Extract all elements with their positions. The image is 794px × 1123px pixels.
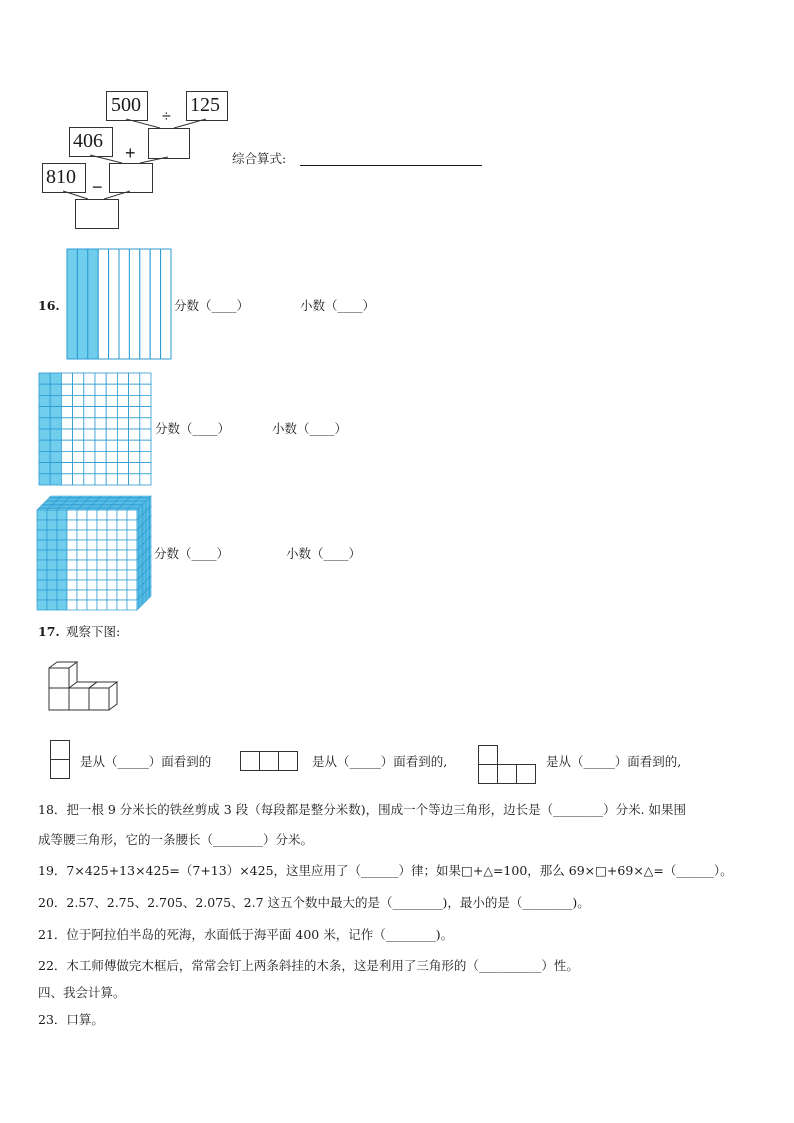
grid-cell (106, 440, 117, 451)
cube-top-cell (90, 496, 101, 497)
fraction-blank-1[interactable]: 分数（____） (174, 298, 250, 313)
cube-front-cell (127, 590, 137, 600)
question-17-title: 观察下图: (66, 624, 121, 639)
cube-front-cell (67, 510, 77, 520)
cube-front-cell (37, 520, 47, 530)
cube-front-cell (127, 570, 137, 580)
grid-cell (73, 373, 84, 384)
cube-front-cell (37, 590, 47, 600)
cube-front-cell (67, 600, 77, 610)
grid-cell (95, 429, 106, 440)
grid-figure (38, 372, 152, 486)
grid-cell (129, 451, 140, 462)
question-17-number: 17. (38, 624, 60, 639)
grid-cell (117, 418, 128, 429)
grid-cell (50, 463, 61, 474)
cube-front-cell (127, 600, 137, 610)
cube-front-cell (57, 600, 67, 610)
cube-front-cell (87, 550, 97, 560)
strip-cell (161, 249, 171, 359)
cube-front-cell (97, 580, 107, 590)
grid-cell (117, 474, 128, 485)
view-1-figure (50, 740, 72, 782)
grid-cell (73, 384, 84, 395)
cube-front-cell (47, 590, 57, 600)
cube-front-cell (47, 520, 57, 530)
cube-side-cell (150, 536, 151, 547)
strip-cell (98, 249, 108, 359)
cube-front-cell (77, 600, 87, 610)
cube-front-cell (97, 570, 107, 580)
grid-cell (129, 440, 140, 451)
grid-cell (39, 463, 50, 474)
grid-cell (73, 395, 84, 406)
grid-cell (84, 440, 95, 451)
cube-front-cell (117, 540, 127, 550)
grid-cell (61, 373, 72, 384)
cube-front-cell (107, 540, 117, 550)
cube-front-cell (107, 580, 117, 590)
grid-cell (95, 463, 106, 474)
grid-cell (95, 474, 106, 485)
grid-cell (140, 474, 151, 485)
cube-front-cell (57, 570, 67, 580)
cube-front-cell (37, 510, 47, 520)
cube-front-cell (37, 580, 47, 590)
cube-front-cell (57, 540, 67, 550)
cube-side-cell (150, 506, 151, 517)
divide-sign: ÷ (162, 108, 171, 125)
strip-cell (67, 249, 77, 359)
grid-cell (140, 429, 151, 440)
grid-cell (39, 418, 50, 429)
section-4-title: 四、我会计算。 (38, 985, 126, 1000)
view-1-answer[interactable]: 是从（_____）面看到的 (80, 754, 212, 769)
cube-top-cell (70, 496, 81, 497)
strip-cell (129, 249, 139, 359)
cube-front-cell (117, 510, 127, 520)
cube-top-cell (140, 496, 151, 497)
grid-cell (84, 418, 95, 429)
grid-cell (140, 451, 151, 462)
number-125: 125 (190, 94, 220, 116)
cube-front-cell (117, 580, 127, 590)
grid-cell (129, 395, 140, 406)
grid-cell (39, 474, 50, 485)
cube-front-cell (107, 520, 117, 530)
cube-front-cell (107, 590, 117, 600)
grid-cell (95, 440, 106, 451)
cube-side-cell (150, 556, 151, 567)
grid-cell (117, 384, 128, 395)
cube-front-cell (47, 540, 57, 550)
grid-cell (117, 373, 128, 384)
grid-cell (140, 440, 151, 451)
grid-cell (117, 463, 128, 474)
grid-cell (106, 429, 117, 440)
cube-front-cell (67, 540, 77, 550)
cube-front-cell (67, 590, 77, 600)
cube-stack-figure (44, 660, 134, 720)
grid-cell (73, 440, 84, 451)
cube-side-cell (150, 576, 151, 587)
grid-cell (106, 474, 117, 485)
grid-cell (39, 395, 50, 406)
cube-front-cell (87, 580, 97, 590)
grid-cell (106, 407, 117, 418)
cube-front-cell (117, 530, 127, 540)
question-23: 23．口算。 (38, 1012, 104, 1027)
cube-front-cell (37, 600, 47, 610)
grid-cell (50, 429, 61, 440)
grid-cell (129, 474, 140, 485)
grid-cell (50, 418, 61, 429)
strip-cell (88, 249, 98, 359)
number-810: 810 (46, 166, 76, 188)
cube-front-cell (117, 550, 127, 560)
grid-cell (140, 463, 151, 474)
cube-front-cell (127, 530, 137, 540)
question-16-number: 16. (38, 298, 60, 313)
question-20: 20．2.57、2.75、2.705、2.075、2.7 这五个数中最大的是（________)，最小的是（________)。 (38, 895, 590, 910)
cube-front-cell (37, 540, 47, 550)
cube-front-cell (67, 570, 77, 580)
grid-cell (50, 474, 61, 485)
cube-front-cell (87, 600, 97, 610)
number-406: 406 (73, 130, 103, 152)
cube-front-cell (77, 590, 87, 600)
grid-cell (129, 407, 140, 418)
grid-cell (140, 373, 151, 384)
cube-front-cell (87, 520, 97, 530)
strip-cell (77, 249, 87, 359)
grid-cell (39, 384, 50, 395)
cube-top-cell (130, 496, 141, 497)
grid-cell (50, 373, 61, 384)
grid-cell (117, 429, 128, 440)
cube-front-cell (77, 560, 87, 570)
grid-cell (73, 463, 84, 474)
cube-front-cell (47, 530, 57, 540)
grid-cell (50, 395, 61, 406)
cube-front-cell (57, 530, 67, 540)
fraction-blank-2[interactable]: 分数（____） (155, 421, 231, 436)
plus-sign: + (125, 143, 136, 163)
cube-front-cell (117, 560, 127, 570)
grid-cell (95, 451, 106, 462)
cube-front-cell (37, 560, 47, 570)
grid-cell (50, 384, 61, 395)
grid-cell (50, 407, 61, 418)
grid-cell (106, 384, 117, 395)
strip-cell (109, 249, 119, 359)
cube-side-cell (150, 586, 151, 597)
cube-top-cell (110, 496, 121, 497)
cube-front-cell (127, 510, 137, 520)
cube-front-cell (87, 540, 97, 550)
cube-front-cell (117, 570, 127, 580)
decimal-blank-1[interactable]: 小数（____） (300, 298, 376, 313)
grid-cell (73, 418, 84, 429)
grid-cell (95, 407, 106, 418)
grid-cell (129, 384, 140, 395)
cube-front-cell (87, 530, 97, 540)
grid-cell (61, 407, 72, 418)
grid-cell (117, 451, 128, 462)
combined-expression-blank[interactable] (300, 151, 482, 166)
cube-front-cell (77, 580, 87, 590)
cube-front-cell (77, 570, 87, 580)
view-2-figure (240, 751, 302, 775)
cube-front-cell (107, 510, 117, 520)
cube-front-cell (107, 550, 117, 560)
cube-front-cell (57, 510, 67, 520)
cube-front-cell (97, 530, 107, 540)
cube-front-cell (47, 580, 57, 590)
grid-cell (73, 474, 84, 485)
cube-top-cell (80, 496, 91, 497)
cube-front-cell (57, 550, 67, 560)
grid-cell (106, 463, 117, 474)
grid-cell (39, 429, 50, 440)
cube-front-cell (97, 510, 107, 520)
cube-front-cell (127, 540, 137, 550)
cube-front-cell (87, 510, 97, 520)
grid-cell (140, 384, 151, 395)
view-3-figure (478, 745, 540, 787)
cube-front-cell (77, 530, 87, 540)
grid-cell (129, 418, 140, 429)
cube-side-cell (150, 546, 151, 557)
view-3-answer[interactable]: 是从（_____）面看到的, (546, 754, 682, 769)
cube-top-cell (120, 496, 131, 497)
cube-front-cell (77, 510, 87, 520)
cube-front-cell (47, 510, 57, 520)
grid-cell (61, 440, 72, 451)
grid-cell (95, 384, 106, 395)
question-21: 21．位于阿拉伯半岛的死海，水面低于海平面 400 米，记作（________)。 (38, 927, 454, 942)
cube-front-cell (127, 560, 137, 570)
cube-front-cell (97, 520, 107, 530)
decimal-blank-2[interactable]: 小数（____） (272, 421, 348, 436)
grid-cell (84, 373, 95, 384)
cube-front-cell (57, 590, 67, 600)
grid-cell (84, 407, 95, 418)
cube-front-cell (97, 540, 107, 550)
question-22: 22．木工师傅做完木框后，常常会钉上两条斜挂的木条，这是利用了三角形的（__________）性。 (38, 958, 579, 973)
grid-cell (140, 395, 151, 406)
grid-cell (61, 474, 72, 485)
cube-front-cell (57, 520, 67, 530)
cube-front-cell (37, 530, 47, 540)
cube-front-cell (77, 540, 87, 550)
grid-cell (84, 463, 95, 474)
grid-cell (106, 451, 117, 462)
grid-cell (61, 418, 72, 429)
strip-cell (119, 249, 129, 359)
cube-top-cell (50, 496, 61, 497)
question-19: 19．7×425+13×425=（7+13）×425，这里应用了（______）律；如果□+△=100，那么 69×□+69×△=（______）。 (38, 863, 733, 878)
grid-cell (95, 395, 106, 406)
grid-cell (61, 451, 72, 462)
cube-front-cell (107, 570, 117, 580)
cube-front-cell (67, 520, 77, 530)
grid-cell (95, 418, 106, 429)
cube-front-cell (77, 520, 87, 530)
combined-expression-label: 综合算式: (232, 151, 287, 166)
decimal-blank-3[interactable]: 小数（____） (286, 546, 362, 561)
strip-cell (150, 249, 160, 359)
cube-front-cell (47, 570, 57, 580)
cube-front-cell (57, 580, 67, 590)
grid-cell (50, 451, 61, 462)
cube-front-cell (47, 550, 57, 560)
cube-front-cell (67, 550, 77, 560)
cube-front-cell (57, 560, 67, 570)
grid-cell (84, 395, 95, 406)
grid-cell (39, 373, 50, 384)
cube-front-cell (127, 550, 137, 560)
cube-front-cell (47, 560, 57, 570)
cube-front-cell (127, 580, 137, 590)
grid-cell (73, 451, 84, 462)
grid-cell (84, 429, 95, 440)
question-18-line-1: 18．把一根 9 分米长的铁丝剪成 3 段（每段都是整分米数)，围成一个等边三角形，边长是（________）分米. 如果围 (38, 802, 687, 817)
cube-side-cell (150, 526, 151, 537)
cube-side-cell (150, 566, 151, 577)
grid-cell (50, 440, 61, 451)
cube-side-cell (150, 496, 151, 507)
cube-front-cell (97, 590, 107, 600)
grid-cell (140, 407, 151, 418)
grid-cell (140, 418, 151, 429)
grid-cell (61, 463, 72, 474)
question-18-line-2: 成等腰三角形，它的一条腰长（________）分米。 (38, 832, 314, 847)
grid-cell (84, 474, 95, 485)
grid-cell (73, 429, 84, 440)
cube-front-cell (97, 550, 107, 560)
cube-front-cell (67, 580, 77, 590)
cube-front-cell (87, 590, 97, 600)
grid-cell (39, 451, 50, 462)
cube-front-cell (107, 600, 117, 610)
grid-cell (61, 395, 72, 406)
cube-side-cell (150, 516, 151, 527)
cube-front-cell (107, 560, 117, 570)
grid-cell (61, 429, 72, 440)
cube-front-cell (87, 560, 97, 570)
grid-cell (84, 451, 95, 462)
cube-top-cell (100, 496, 111, 497)
cube-front-cell (117, 600, 127, 610)
grid-cell (106, 395, 117, 406)
cube-front-cell (127, 520, 137, 530)
cube-front-cell (97, 560, 107, 570)
grid-cell (117, 440, 128, 451)
view-2-answer[interactable]: 是从（_____）面看到的, (312, 754, 448, 769)
cube-front-cell (37, 550, 47, 560)
cube-front-cell (67, 560, 77, 570)
grid-cell (106, 373, 117, 384)
grid-cell (39, 440, 50, 451)
fraction-blank-3[interactable]: 分数（____） (154, 546, 230, 561)
cube-front-cell (117, 590, 127, 600)
cube-front-cell (107, 530, 117, 540)
cube-front-cell (37, 570, 47, 580)
grid-cell (117, 407, 128, 418)
number-500: 500 (111, 94, 141, 116)
grid-cell (129, 463, 140, 474)
grid-cell (129, 373, 140, 384)
grid-cell (39, 407, 50, 418)
cube-front-cell (87, 570, 97, 580)
grid-cell (61, 384, 72, 395)
cube-front-cell (97, 600, 107, 610)
grid-cell (106, 418, 117, 429)
cube-front-cell (117, 520, 127, 530)
cube-front-cell (67, 530, 77, 540)
grid-cell (73, 407, 84, 418)
cube-top-cell (60, 496, 71, 497)
grid-cell (117, 395, 128, 406)
cube-front-cell (77, 550, 87, 560)
grid-cell (84, 384, 95, 395)
strip-cell (140, 249, 150, 359)
cube-figure (36, 495, 152, 611)
strip-figure (66, 248, 172, 360)
grid-cell (95, 373, 106, 384)
minus-sign: − (92, 177, 103, 197)
grid-cell (129, 429, 140, 440)
cube-front-cell (47, 600, 57, 610)
